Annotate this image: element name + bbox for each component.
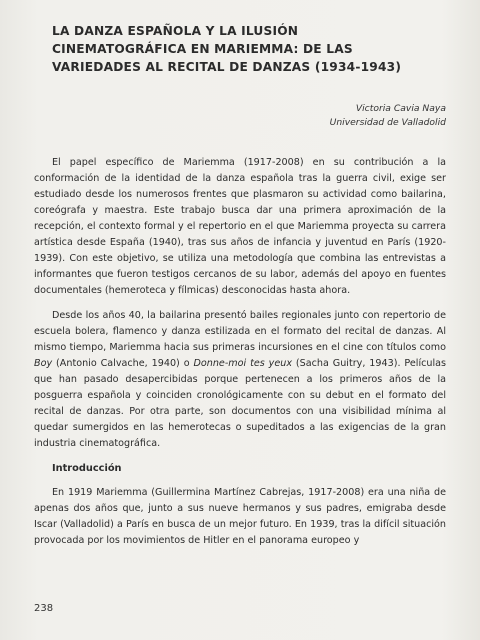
- article-body: [34, 155, 446, 558]
- page-number: 238: [34, 603, 54, 614]
- author-name: Victoria Cavia Naya: [355, 103, 446, 114]
- author-affiliation: Universidad de Valladolid: [329, 117, 446, 128]
- abstract-paragraph-1: El papel específico de Mariemma (1917-2008) en su contribución a la conformación de la identidad de la danza española tras la guerra civil, exige ser estudiado desde los numerosos frentes que plasmaron su actividad como bailarina, coreógrafa y maestra. Este trabajo busca dar una primera aproximación de la recepción, el contexto formal y el repertorio en el que Mariemma proyecta su carrera artística desde España (1940), tras sus años de infancia y juventud en París (1920-1939). Con este objetivo, se utiliza una metodología que combina las entrevistas a informantes que fueron testigos cercanos de su labor, además del apoyo en fuentes documentales (hemeroteca y fílmicas) desconocidas hasta ahora.: [34, 157, 446, 296]
- section-heading: Introducción: [52, 463, 122, 474]
- abstract-text-c: (Sacha Guitry, 1943). Películas que han pasado desapercibidas porque pertenecen a los primeros años de la posguerra española y coinciden cronológicamente con su debut en el formato del recital de danzas. Por otra parte, son documentos con una visibilidad mínima al quedar sumergidos en las hemerotecas o supeditados a las exigencias de la gran industria cinematográfica.: [34, 358, 447, 449]
- film-title-boy: Boy: [34, 358, 53, 369]
- intro-paragraph-1: En 1919 Mariemma (Guillermina Martínez Cabrejas, 1917-2008) era una niña de apenas dos años que, junto a sus nueve hermanos y sus padres, emigraba desde Iscar (Valladolid) a París en busca de un mejor futuro. En 1939, tras la difícil situación provocada por los movimientos de Hitler en el panorama europeo y: [34, 487, 446, 546]
- abstract-paragraph-2: [34, 308, 446, 452]
- abstract-text-a: Desde los años 40, la bailarina presentó bailes regionales junto con repertorio de escuela bolera, flamenco y danza estilizada en el formato del recital de danzas. Al mismo tiempo, Mariemma hacia sus primeras incursiones en el cine con títulos como: [34, 310, 446, 353]
- author-block: [330, 102, 446, 130]
- abstract-text-b: (Antonio Calvache, 1940) o: [52, 358, 194, 369]
- film-title-donne-moi: Donne-moi tes yeux: [193, 358, 292, 369]
- article-title: LA DANZA ESPAÑOLA Y LA ILUSIÓN CINEMATOGRÁFICA EN MARIEMMA: DE LAS VARIEDADES AL RECITAL DE DANZAS (1934-1943): [52, 24, 402, 74]
